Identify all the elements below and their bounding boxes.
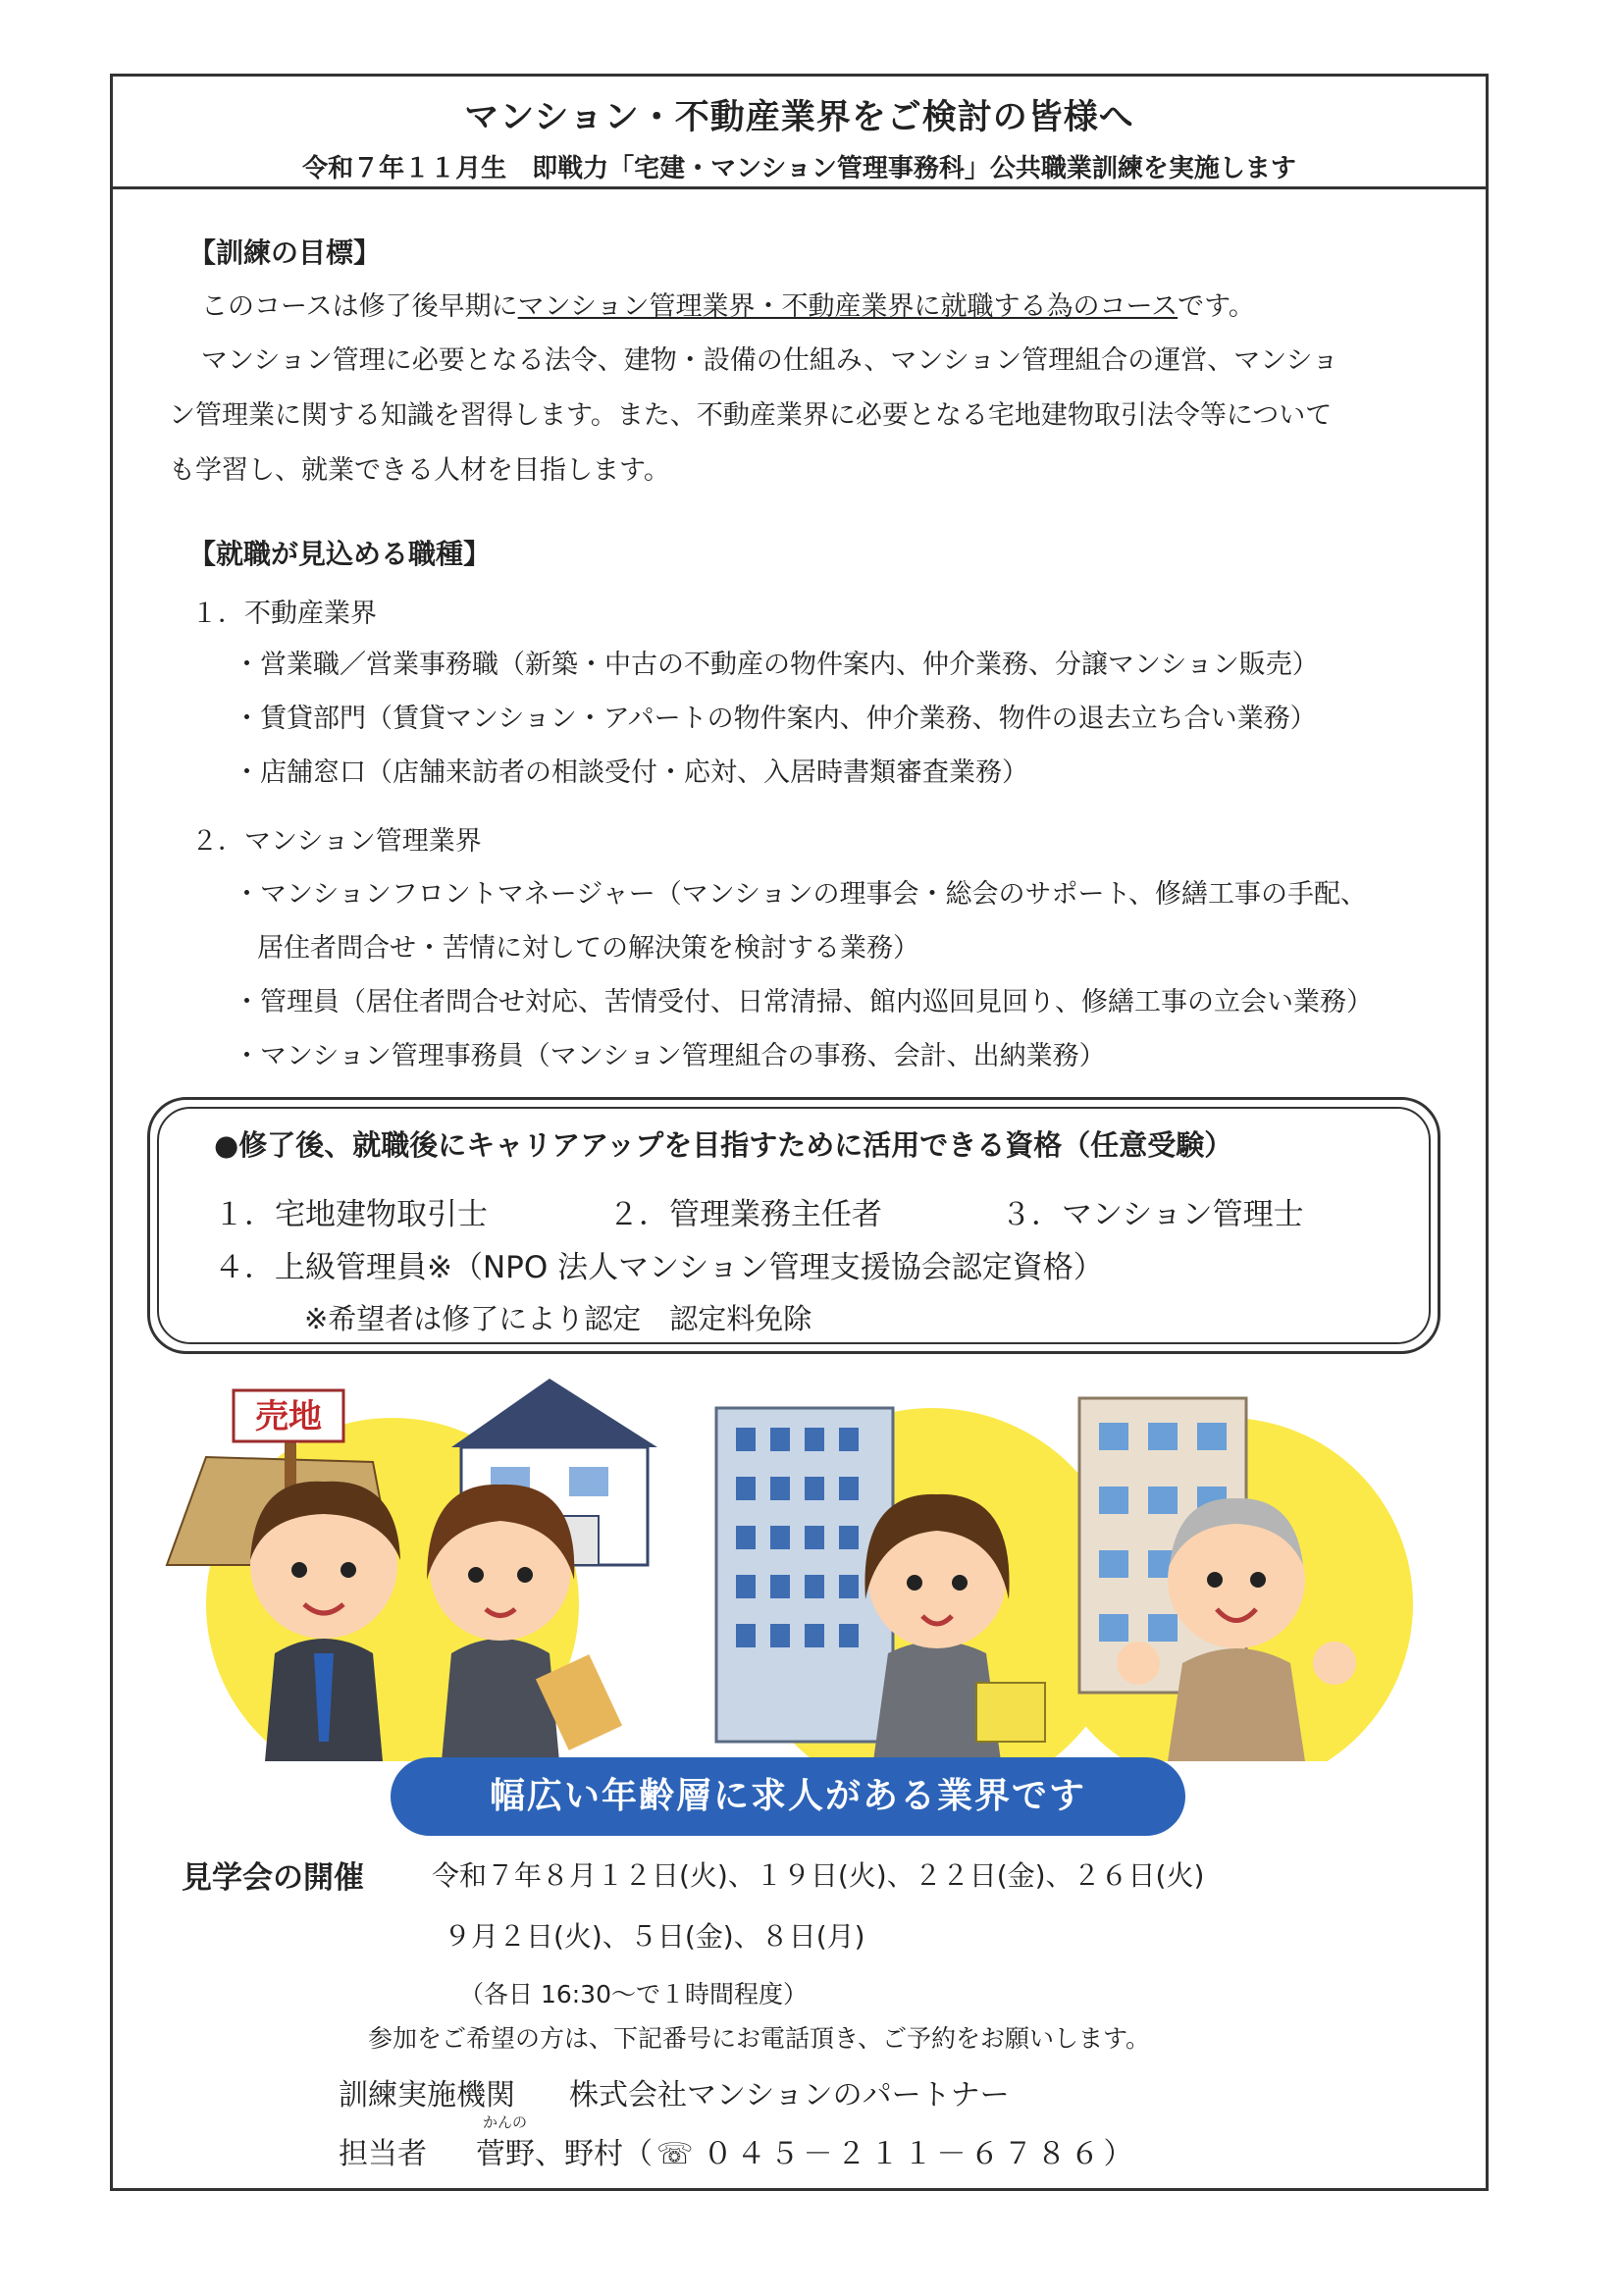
jobs-item-continued: 居住者問合せ・苦情に対しての解決策を検討する業務）: [257, 933, 919, 964]
jobs-item: ・営業職／営業事務職（新築・中古の不動産の物件案内、仲介業務、分譲マンション販売）: [234, 650, 1319, 680]
jobs-item: ・マンションフロントマネージャー（マンションの理事会・総会のサポート、修繕工事の手配、: [234, 879, 1368, 910]
goal-line-4: も学習し、就業できる人材を目指します。: [169, 455, 670, 486]
page-subtitle: 令和７年１１月生 即戦力「宅建・マンション管理事務科」公共職業訓練を実施します: [302, 154, 1296, 183]
jobs-item: ・管理員（居住者問合せ対応、苦情受付、日常清掃、館内巡回見回り、修繕工事の立会い業務）: [234, 987, 1373, 1018]
certifications-note: ※希望者は修了により認定 認定料免除: [304, 1302, 812, 1335]
jobs-category-realestate: １．不動産業界: [191, 599, 377, 629]
jobs-heading: 【就職が見込める職種】: [188, 538, 492, 570]
goal-line-1: [201, 280, 1255, 335]
jobs-item: ・賃貸部門（賃貸マンション・アパートの物件案内、仲介業務、物件の退去立ち合い業務）: [234, 704, 1317, 734]
staff-illustration: [137, 1369, 1492, 1761]
jobs-item: ・店舗窓口（店舗来訪者の相談受付・応対、入居時書類審査業務）: [234, 757, 1028, 788]
tour-label: 見学会の開催: [182, 1860, 364, 1896]
goal-line-1-underline: マンション管理業界・不動産業界に就職する為のコース: [517, 291, 1178, 322]
contact-person-secondary: 、野村（: [535, 2137, 653, 2171]
phone-number: ０４５－２１１－６７８６）: [703, 2137, 1137, 2171]
goal-line-1-post: です。: [1178, 291, 1255, 322]
jobs-category-management: ２．マンション管理業界: [191, 826, 482, 857]
page-title: マンション・不動産業界をご検討の皆様へ: [464, 98, 1134, 137]
header: [113, 77, 1486, 189]
goal-heading: 【訓練の目標】: [188, 236, 382, 269]
organization-label: 訓練実施機関: [339, 2078, 515, 2113]
tour-time: （各日 16:30～で１時間程度）: [459, 1980, 808, 2009]
cert-item: ２．管理業務主任者: [608, 1197, 882, 1232]
goal-line-3: ン管理業に関する知識を習得します。また、不動産業界に必要となる宅地建物取引法令等について: [169, 400, 1333, 431]
tour-dates-line-1: 令和７年８月１２日(火)、１９日(火)、２２日(金)、２６日(火): [432, 1859, 1205, 1892]
cert-item: ４．上級管理員※（NPO 法人マンション管理支援協会認定資格）: [214, 1250, 1104, 1285]
tour-request: 参加をご希望の方は、下記番号にお電話頂き、ご予約をお願いします。: [368, 2024, 1151, 2053]
telephone-icon: ☏: [656, 2137, 694, 2171]
tour-dates-line-2: ９月２日(火)、５日(金)、８日(月): [444, 1920, 865, 1953]
contact-person-names: [476, 2129, 1137, 2172]
goal-line-2: マンション管理に必要となる法令、建物・設備の仕組み、マンション管理組合の運営、マンショ: [201, 345, 1338, 376]
certifications-heading: ●修了後、就職後にキャリアアップを目指すために活用できる資格（任意受験）: [214, 1128, 1233, 1162]
goal-line-1-pre: このコースは修了後早期に: [201, 291, 518, 322]
contact-person-primary: 菅野: [476, 2137, 535, 2171]
land-for-sale-sign: 売地: [255, 1397, 322, 1436]
contact-person-furigana: かんの: [483, 2113, 528, 2131]
contact-person-label: 担当者: [339, 2137, 427, 2171]
industry-banner: 幅広い年齢層に求人がある業界です: [391, 1757, 1185, 1836]
cert-item: １．宅地建物取引士: [214, 1197, 488, 1232]
organization-name: 株式会社マンションのパートナー: [569, 2078, 1010, 2113]
jobs-item: ・マンション管理事務員（マンション管理組合の事務、会計、出納業務）: [234, 1041, 1106, 1071]
cert-item: ３．マンション管理士: [1001, 1197, 1304, 1232]
